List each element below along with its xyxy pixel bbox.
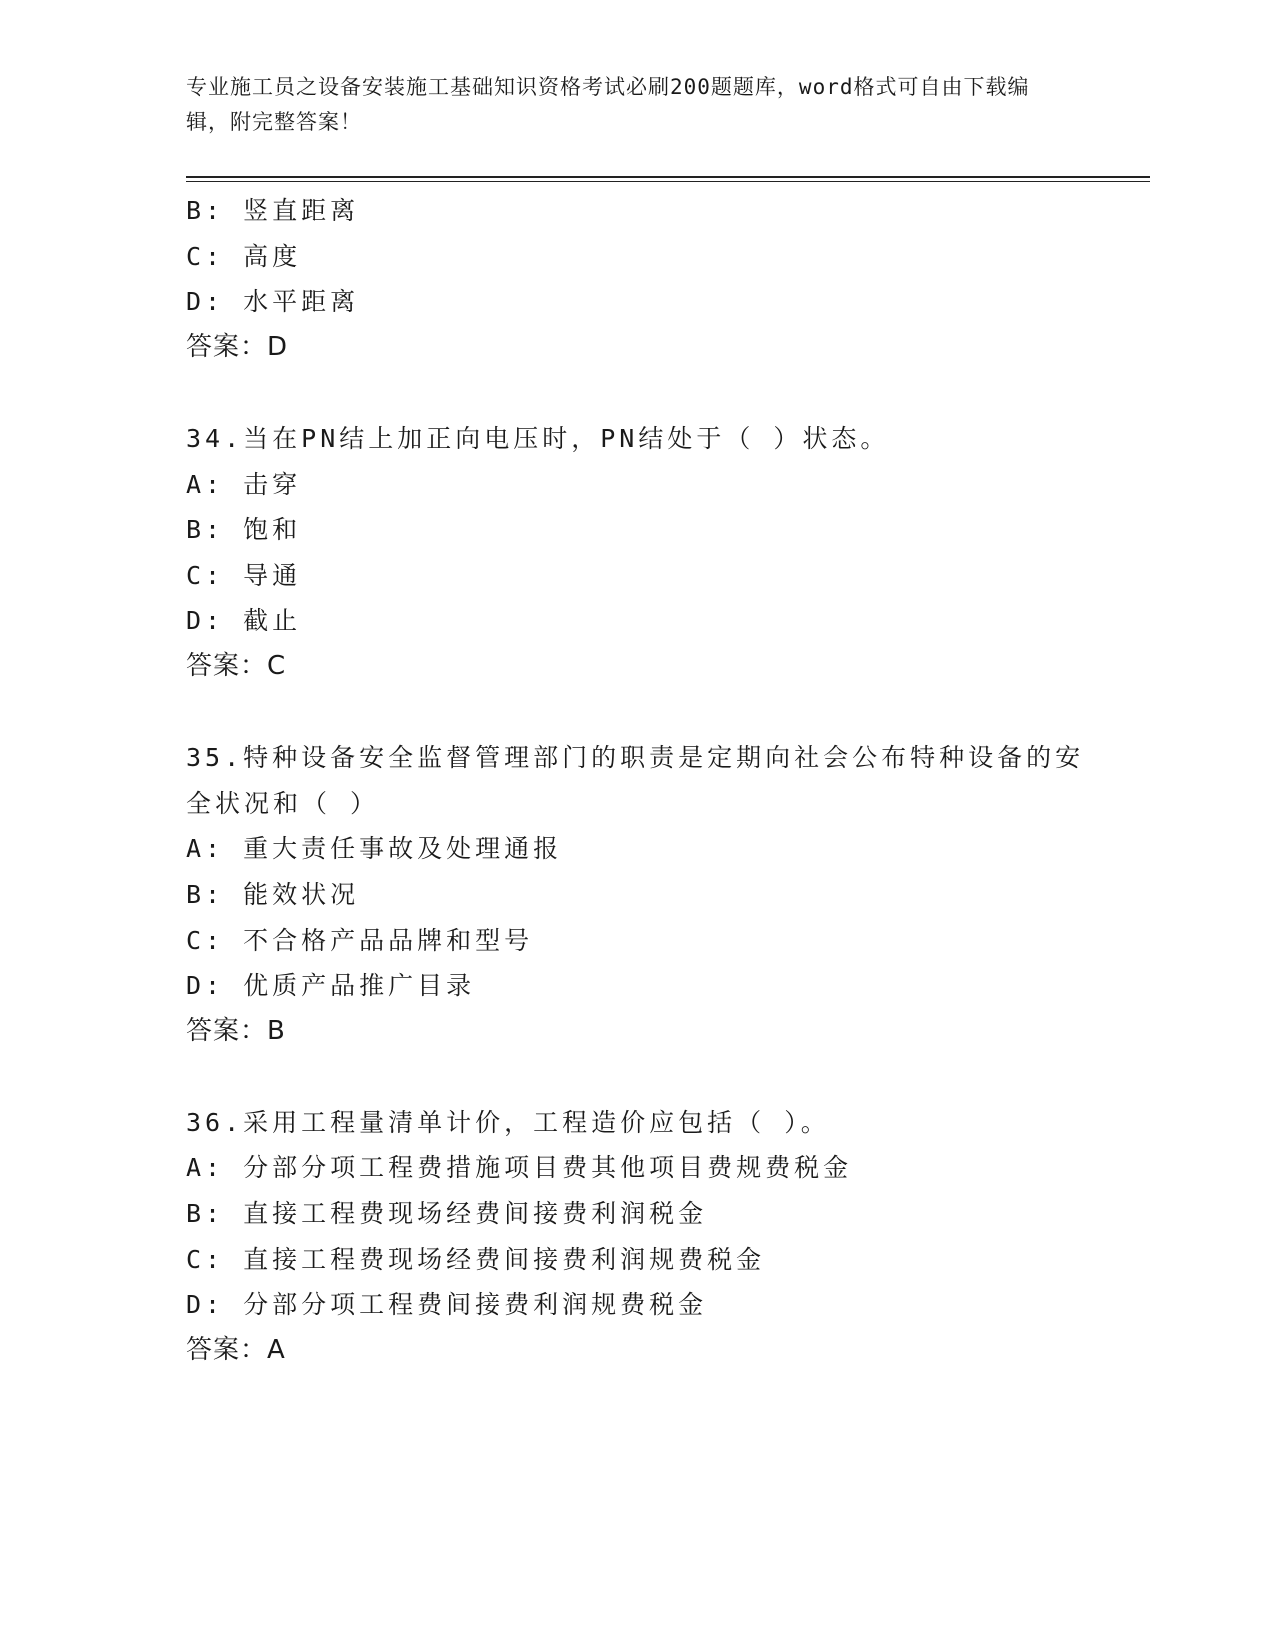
question-36 [186,1100,1086,1374]
option-b: B: 能效状况 [186,879,360,909]
question-stem: 34.当在PN结上加正向电压时，PN结处于（ ）状态。 [186,423,890,453]
answer-line: 答案：B [186,1015,286,1046]
question-stem: 36.采用工程量清单计价，工程造价应包括（ ）。 [186,1107,830,1137]
answer-line: 答案：D [186,331,289,362]
option-d: D: 优质产品推广目录 [186,971,476,1001]
option-b: B: 直接工程费现场经费间接费利润税金 [186,1199,708,1229]
option-b: B: 饱和 [186,515,302,545]
question-list [186,188,1086,1373]
question-35 [186,735,1086,1054]
question-stem-line-2: 全状况和（ ） [186,788,380,818]
option-d: D: 水平距离 [186,287,360,317]
option-a: A: 重大责任事故及处理通报 [186,834,563,864]
answer-line: 答案：C [186,650,287,681]
option-d: D: 分部分项工程费间接费利润规费税金 [186,1290,708,1320]
option-c: C: 高度 [186,241,302,271]
document-header [186,70,1066,140]
option-c: C: 直接工程费现场经费间接费利润规费税金 [186,1244,766,1274]
header-title: 专业施工员之设备安装施工基础知识资格考试必刷200题题库，word格式可自由下载编辑，附完整答案！ [186,75,1030,134]
question-34 [186,416,1086,690]
option-b: B: 竖直距离 [186,196,360,225]
answer-line: 答案：A [186,1334,286,1365]
option-a: A: 击穿 [186,469,302,499]
question-stem-line-1: 35.特种设备安全监督管理部门的职责是定期向社会公布特种设备的安 [186,743,1085,773]
option-a: A: 分部分项工程费措施项目费其他项目费规费税金 [186,1153,853,1183]
question-33-tail [186,188,1086,370]
header-divider-bottom [186,181,1150,182]
option-c: C: 导通 [186,560,302,590]
header-divider-top [186,176,1150,178]
option-c: C: 不合格产品品牌和型号 [186,925,534,955]
option-d: D: 截止 [186,606,302,636]
